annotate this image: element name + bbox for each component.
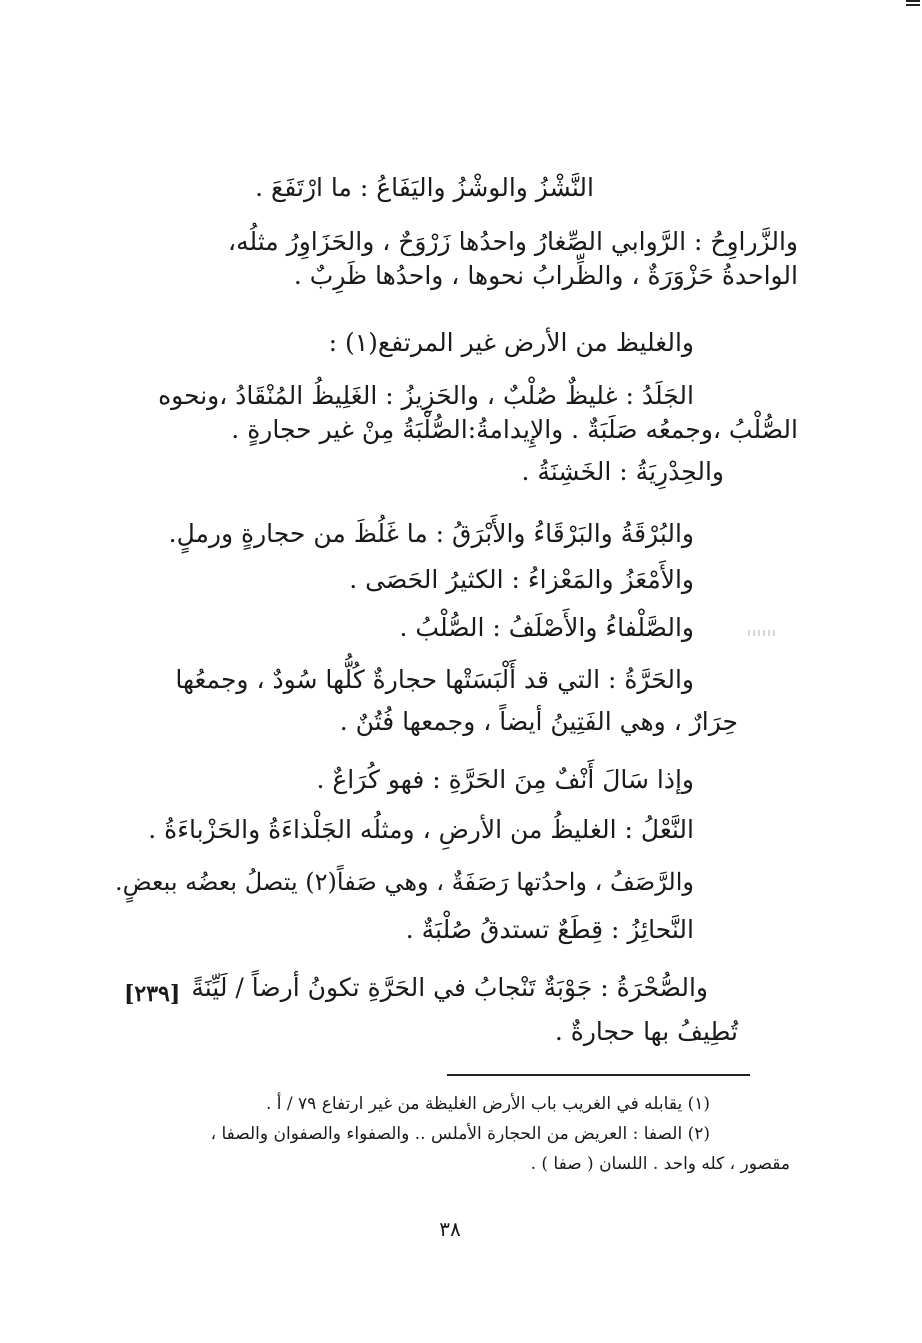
footnote-line: (٢) الصفا : العريض من الحجارة الأملس .. والصفواء والصفوان والصفا ، [210,1124,710,1144]
text-line: النَّشْزُ والوشْزُ واليَفَاعُ : ما ارْتَفَعَ . [255,173,594,202]
text-line: والزَّراوِحُ : الرَّوابي الصِّغارُ واحدُها زَرْوَحٌ ، والحَزَاوِرُ مثلُه، [228,227,798,256]
scan-artifact [748,630,778,636]
text-line: الصُّلْبُ ،وجمعُه صَلَبَةٌ . والإِيدامةُ:الصُّلْبَةُ مِنْ غير حجارةٍ . [231,415,798,444]
footnote-divider [447,1074,750,1076]
text-line: الجَلَدُ : غليظٌ صُلْبٌ ، والحَزِيزُ : الغَلِيظُ المُنْقَادُ ،ونحوه [158,381,694,410]
text-line: والرَّصَفُ ، واحدُتها رَصَفَةٌ ، وهي صَفاً(٢) يتصلُ بعضُه ببعضٍ. [115,868,694,896]
text-line: والحَرَّةُ : التي قد أَلْبَسَتْها حجارةٌ كُلُّها سُودٌ ، وجمعُها [175,665,694,694]
margin-reference: [٢٣٩] [124,981,181,1007]
page-number: ٣٨ [439,1217,461,1241]
text-line: والحِدْرِيَةُ : الخَشِنَةُ . [521,457,724,486]
footnote-line: مقصور ، كله واحد . اللسان ( صفا ) . [530,1154,790,1174]
text-line: والصَّلْفاءُ والأَصْلَفُ : الصُّلْبُ . [399,613,694,642]
text-line: النَّعْلُ : الغليظُ من الأرضِ ، ومثلُه الجَلْذاءَةُ والحَزْباءَةُ . [148,815,694,844]
text-line: والأَمْعَزُ والمَعْزاءُ : الكثيرُ الحَصَى . [349,565,694,594]
text-line: النَّحائِزُ : قِطَعٌ تستدقُ صُلْبَةٌ . [405,915,694,944]
text-line: والغليظ من الأرض غير المرتفع(١) : [328,328,694,357]
text-line: الواحدةُ حَزْوَرَةٌ ، والظِّرابُ نحوها ، واحدُها ظَرِبٌ . [293,261,798,290]
text-line: تُطِيفُ بها حجارةٌ . [554,1017,738,1046]
text-line: وإذا سَالَ أَنْفٌ مِنَ الحَرَّةِ : فهو كُرَاعٌ . [316,765,694,794]
scan-edge-mark [906,0,920,10]
footnote-line: (١) يقابله في الغريب باب الأرض الغليظة من غير ارتفاع ٧٩ / أ . [265,1094,710,1114]
text-line: حِرَارٌ ، وهي الفَتِينُ أيضاً ، وجمعها فُتُنٌ . [339,707,738,736]
text-line: والبُرْقَةُ والبَرْقَاءُ والأَبْرَقُ : ما غَلُظَ من حجارةٍ ورملٍ. [168,519,694,548]
text-line: والصُّحْرَةُ : جَوْبَةٌ تَنْجابُ في الحَرَّةِ تكونُ أرضاً / لَيِّنَةً [191,973,708,1002]
